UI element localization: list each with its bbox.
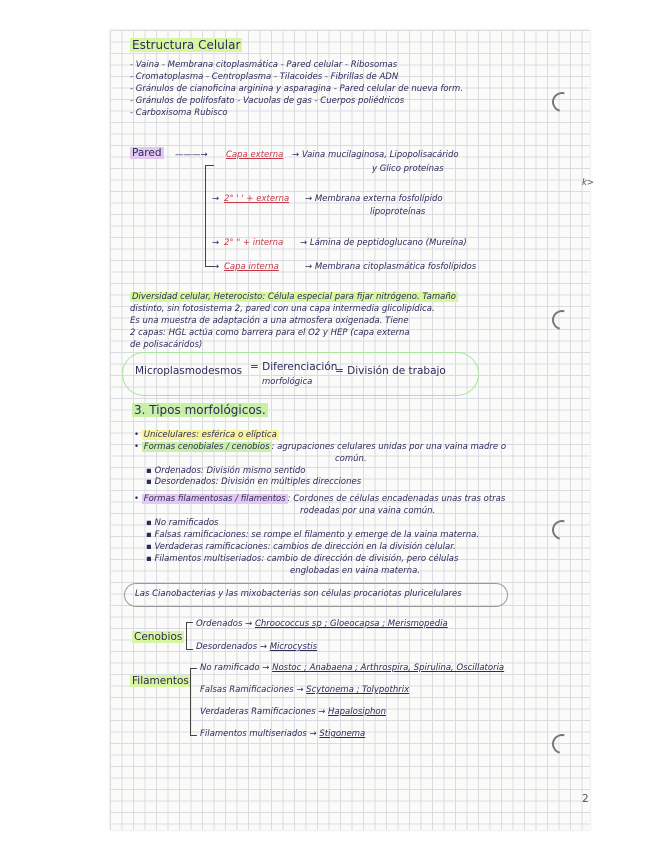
tipos-filamento-item: ▪ No ramificados — [146, 518, 219, 528]
pared-arrow: → — [212, 194, 220, 204]
tipos-filamento-item: ▪ Falsas ramificaciones: se rompe el filamento y emerge de la vaina materna. — [146, 530, 480, 540]
pared-desc2: y Glico proteínas — [372, 164, 444, 174]
filamentos-label: Filamentos — [132, 675, 189, 687]
tipos-desordenados: ▪ Desordenados: División en múltiples direcciones — [146, 477, 362, 487]
filamentos-row: No ramificado → Nostoc ; Anabaena ; Arthrospira, Spirulina, Oscillatoria — [200, 663, 505, 673]
pared-desc: → Membrana citoplasmática fosfolípidos — [305, 262, 477, 272]
page-number: 2 — [582, 793, 589, 805]
section-heading: 3. Tipos morfológicos. — [134, 403, 266, 417]
diversidad-line: distinto, sin fotosistema 2, pared con una capa intermedia glicolipídica. — [130, 304, 435, 314]
tipos-cenobiales-desc2: común. — [335, 454, 367, 464]
structure-line: - Carboxisoma Rubisco — [130, 108, 228, 118]
filamentos-row: Falsas Ramificaciones → Scytonema ; Tolypothrix — [200, 685, 410, 695]
tipos-ordenados: ▪ Ordenados: División mismo sentido — [146, 466, 306, 476]
microplasmo-eq2: = División de trabajo — [335, 365, 446, 377]
pared-layer: 2° ' ' + externa — [224, 194, 290, 204]
pared-brace — [205, 165, 214, 267]
margin-mark: k> — [582, 178, 595, 188]
tipos-filamentosas-desc2: rodeadas por una vaina común. — [300, 506, 436, 516]
pared-arrow: → — [212, 238, 220, 248]
structure-line: - Gránulos de cianoficina arginina y asparagina - Pared celular de nueva form. — [130, 84, 464, 94]
microplasmo-eq1b: morfológica — [262, 377, 313, 387]
note-text: Las Cianobacterias y las mixobacterias son células procariotas pluricelulares — [135, 589, 462, 599]
tipos-filamentosas: • Formas filamentosas / filamentos : Cordones de células encadenadas unas tras otras — [134, 494, 506, 504]
structure-line: - Cromatoplasma - Centroplasma - Tilacoides - Fibrillas de ADN — [130, 72, 399, 82]
pared-label: Pared — [132, 147, 162, 159]
filamentos-row: Filamentos multiseriados → Stigonema — [200, 729, 366, 739]
tipos-filamento-item: englobadas en vaina materna. — [290, 566, 420, 576]
tipos-cenobiales: • Formas cenobiales / cenobios : agrupaciones celulares unidas por una vaina madre o — [134, 442, 507, 452]
pared-layer: 2° " + interna — [224, 238, 284, 248]
structure-line: - Vaina - Membrana citoplasmática - Pared celular - Ribosomas — [130, 60, 398, 70]
cenobios-label: Cenobios — [134, 631, 183, 643]
diversidad-line: Diversidad celular, Heterocisto: Célula especial para fijar nitrógeno. Tamaño — [132, 292, 456, 302]
diversidad-line: Es una muestra de adaptación a una atmosfera oxigenada. Tiene — [130, 316, 409, 326]
page-title: Estructura Celular — [132, 38, 241, 52]
cenobios-row: Desordenados → Microcystis — [196, 642, 318, 652]
microplasmo-term: Microplasmodesmos — [135, 365, 243, 377]
pared-layer: Capa externa — [226, 150, 284, 160]
pared-desc: → Membrana externa fosfolípido — [305, 194, 443, 204]
microplasmo-eq1: = Diferenciación — [250, 361, 338, 373]
tipos-filamento-item: ▪ Verdaderas ramificaciones: cambios de dirección en la división celular. — [146, 542, 456, 552]
cenobios-brace — [186, 622, 193, 650]
pared-arrow: → — [212, 262, 220, 272]
pared-arrow: ———→ — [175, 150, 208, 160]
tipos-unicelulares: • Unicelulares: esférica o elíptica — [134, 430, 277, 440]
filamentos-row: Verdaderas Ramificaciones → Hapalosiphon — [200, 707, 386, 717]
pared-desc: → Vaina mucilaginosa, Lipopolisacárido — [292, 150, 459, 160]
filamentos-brace — [190, 668, 197, 736]
pared-desc2: lipoproteínas — [370, 207, 426, 217]
diversidad-line: 2 capas: HGL actúa como barrera para el O2 y HEP (capa externa — [130, 328, 410, 338]
pared-desc: → Lámina de peptidoglucano (Mureína) — [300, 238, 467, 248]
tipos-filamento-item: ▪ Filamentos multiseriados: cambio de dirección de división, pero células — [146, 554, 459, 564]
diversidad-line: de polisacáridos) — [130, 340, 203, 350]
cenobios-row: Ordenados → Chroococcus sp ; Gloeocapsa ; Merismopedia — [196, 619, 448, 629]
structure-line: - Gránulos de polifosfato - Vacuolas de gas - Cuerpos poliédricos — [130, 96, 405, 106]
pared-layer: Capa interna — [224, 262, 279, 272]
